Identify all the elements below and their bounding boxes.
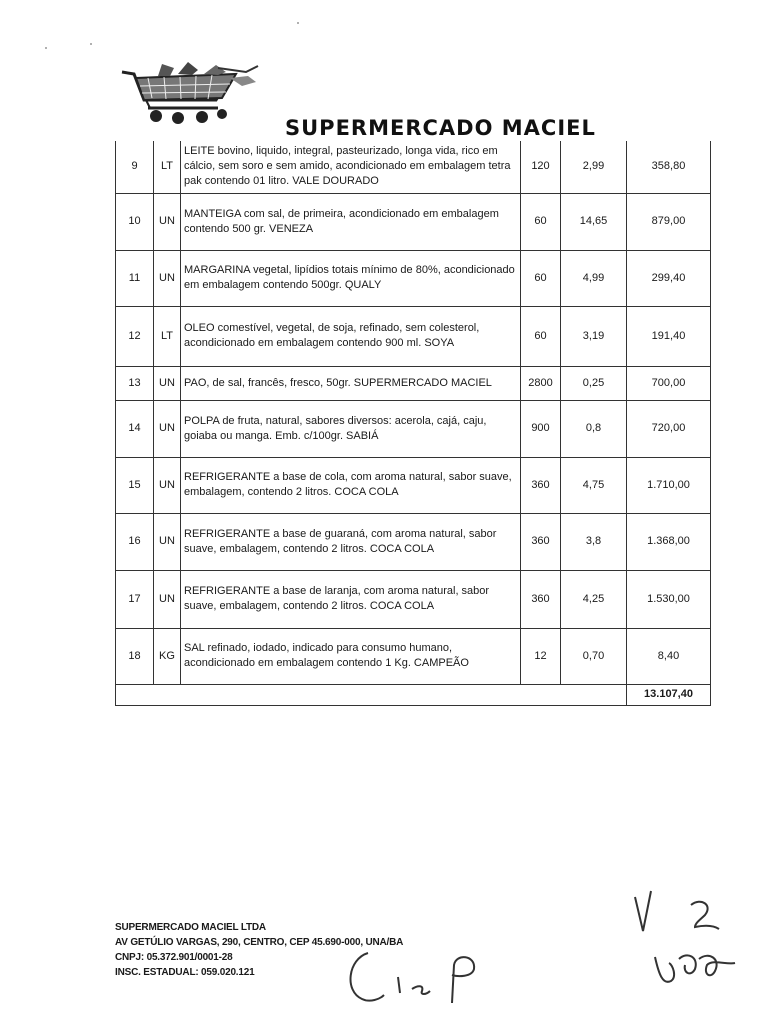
- footer-company-name: SUPERMERCADO MACIEL LTDA: [115, 922, 266, 933]
- item-description: SAL refinado, iodado, indicado para consumo humano, acondicionado em embalagem contendo 1 Kg. CAMPEÃO: [181, 628, 521, 684]
- item-unit-price: 4,75: [561, 457, 627, 513]
- table-row: [116, 306, 711, 366]
- item-total: 8,40: [627, 628, 711, 684]
- grand-total-value: 13.107,40: [627, 684, 711, 705]
- scan-speck: [45, 47, 47, 49]
- item-total: 1.368,00: [627, 513, 711, 570]
- item-unit: UN: [154, 366, 181, 400]
- item-quantity: 60: [521, 193, 561, 250]
- footer-cnpj: CNPJ: 05.372.901/0001-28: [115, 952, 233, 963]
- item-unit: LT: [154, 306, 181, 366]
- item-unit: UN: [154, 570, 181, 628]
- item-total: 879,00: [627, 193, 711, 250]
- item-quantity: 360: [521, 513, 561, 570]
- item-unit-price: 4,99: [561, 250, 627, 306]
- grand-total-spacer: [116, 684, 627, 705]
- item-unit-price: 2,99: [561, 141, 627, 193]
- item-number: 9: [116, 141, 154, 193]
- item-description: REFRIGERANTE a base de laranja, com aroma natural, sabor suave, embalagem, contendo 2 litros. COCA COLA: [181, 570, 521, 628]
- item-number: 18: [116, 628, 154, 684]
- handwritten-initials: [615, 885, 745, 1000]
- table-row: [116, 193, 711, 250]
- grand-total-row: [116, 684, 711, 705]
- item-unit: UN: [154, 250, 181, 306]
- item-unit: UN: [154, 513, 181, 570]
- item-number: 11: [116, 250, 154, 306]
- item-description: MANTEIGA com sal, de primeira, acondicionado em embalagem contendo 500 gr. VENEZA: [181, 193, 521, 250]
- item-unit-price: 0,70: [561, 628, 627, 684]
- item-description: OLEO comestível, vegetal, de soja, refinado, sem colesterol, acondicionado em embalagem contendo 900 ml. SOYA: [181, 306, 521, 366]
- item-total: 1.710,00: [627, 457, 711, 513]
- item-total: 700,00: [627, 366, 711, 400]
- item-total: 299,40: [627, 250, 711, 306]
- shopping-cart-icon: [118, 62, 268, 132]
- item-total: 720,00: [627, 400, 711, 457]
- item-number: 15: [116, 457, 154, 513]
- table-row: [116, 400, 711, 457]
- item-unit-price: 4,25: [561, 570, 627, 628]
- page-title: SUPERMERCADO MACIEL: [285, 116, 596, 140]
- item-unit: LT: [154, 141, 181, 193]
- item-quantity: 2800: [521, 366, 561, 400]
- item-quantity: 360: [521, 570, 561, 628]
- handwritten-signature: [340, 945, 490, 1015]
- table-row: [116, 366, 711, 400]
- table-row: [116, 457, 711, 513]
- item-quantity: 60: [521, 306, 561, 366]
- scan-speck: [297, 22, 299, 24]
- item-description: POLPA de fruta, natural, sabores diversos: acerola, cajá, caju, goiaba ou manga. Emb. c/100gr. SABIÁ: [181, 400, 521, 457]
- item-description: REFRIGERANTE a base de guaraná, com aroma natural, sabor suave, embalagem, contendo 2 litros. COCA COLA: [181, 513, 521, 570]
- table-row: [116, 250, 711, 306]
- item-quantity: 60: [521, 250, 561, 306]
- item-unit-price: 14,65: [561, 193, 627, 250]
- item-quantity: 900: [521, 400, 561, 457]
- item-unit-price: 3,19: [561, 306, 627, 366]
- item-description: PAO, de sal, francês, fresco, 50gr. SUPERMERCADO MACIEL: [181, 366, 521, 400]
- item-quantity: 360: [521, 457, 561, 513]
- item-quantity: 12: [521, 628, 561, 684]
- table-row: [116, 141, 711, 193]
- item-unit: UN: [154, 400, 181, 457]
- item-total: 1.530,00: [627, 570, 711, 628]
- item-total: 358,80: [627, 141, 711, 193]
- table-row: [116, 628, 711, 684]
- footer-state-registration: INSC. ESTADUAL: 059.020.121: [115, 967, 255, 978]
- item-number: 16: [116, 513, 154, 570]
- item-number: 14: [116, 400, 154, 457]
- item-number: 17: [116, 570, 154, 628]
- item-unit-price: 0,8: [561, 400, 627, 457]
- table-row: [116, 570, 711, 628]
- items-table: [115, 141, 711, 706]
- item-total: 191,40: [627, 306, 711, 366]
- item-unit-price: 3,8: [561, 513, 627, 570]
- footer-address: AV GETÚLIO VARGAS, 290, CENTRO, CEP 45.690-000, UNA/BA: [115, 937, 404, 948]
- item-quantity: 120: [521, 141, 561, 193]
- item-unit: KG: [154, 628, 181, 684]
- item-unit: UN: [154, 193, 181, 250]
- item-number: 10: [116, 193, 154, 250]
- item-description: REFRIGERANTE a base de cola, com aroma natural, sabor suave, embalagem, contendo 2 litros. COCA COLA: [181, 457, 521, 513]
- item-number: 13: [116, 366, 154, 400]
- item-unit: UN: [154, 457, 181, 513]
- item-description: LEITE bovino, liquido, integral, pasteurizado, longa vida, rico em cálcio, sem soro e sem amido, acondicionado em embalagem tetra pak contendo 01 litro. VALE DOURADO: [181, 141, 521, 193]
- item-number: 12: [116, 306, 154, 366]
- table-row: [116, 513, 711, 570]
- item-unit-price: 0,25: [561, 366, 627, 400]
- scan-speck: [90, 43, 92, 45]
- item-description: MARGARINA vegetal, lipídios totais mínimo de 80%, acondicionado em embalagem contendo 500gr. QUALY: [181, 250, 521, 306]
